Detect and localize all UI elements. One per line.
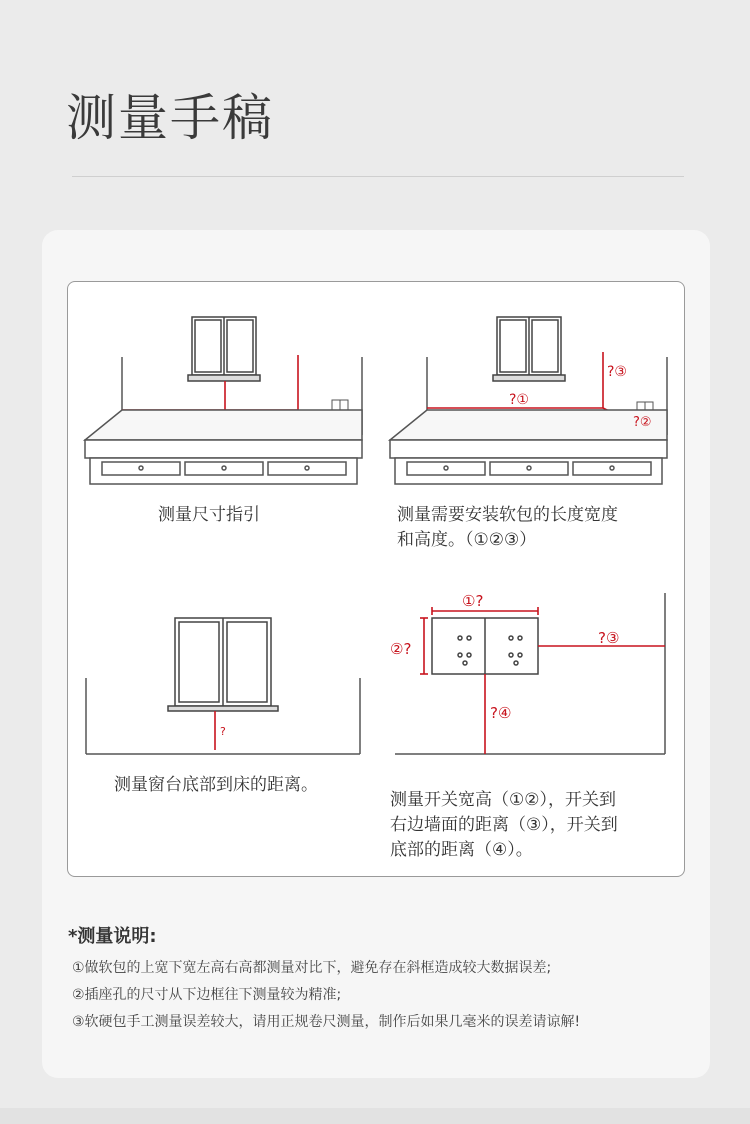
footer-strip bbox=[0, 1108, 750, 1124]
bedroom-guide-diagram bbox=[80, 300, 370, 500]
bed-illustration-2 bbox=[390, 410, 667, 484]
label-height: ?③ bbox=[607, 364, 627, 380]
switch-caption-line3: 底部的距离（④）。 bbox=[390, 840, 533, 860]
label-width: ?② bbox=[633, 415, 652, 430]
window-height-caption: 测量窗台底部到床的距离。 bbox=[114, 775, 318, 795]
bed-illustration bbox=[85, 410, 362, 484]
double-socket bbox=[432, 618, 538, 674]
switch-label-right: ?③ bbox=[598, 629, 620, 647]
switch-diagram bbox=[380, 588, 680, 763]
note-item: ③软硬包手工测量误差较大，请用正规卷尺测量，制作后如果几毫米的误差请谅解! bbox=[72, 1014, 581, 1030]
wall-size-caption-line1: 测量需要安装软包的长度宽度 bbox=[397, 505, 618, 525]
page-title: 测量手稿 bbox=[66, 89, 274, 147]
switch-label-bottom: ?④ bbox=[490, 704, 512, 722]
title-divider bbox=[72, 176, 684, 177]
note-item: ②插座孔的尺寸从下边框往下测量较为精准; bbox=[72, 987, 342, 1003]
notes-list bbox=[72, 955, 580, 1036]
wall-size-diagram bbox=[385, 300, 675, 500]
sill-measure-label: ? bbox=[220, 725, 226, 738]
window-illustration bbox=[188, 317, 260, 381]
wall-size-caption bbox=[397, 503, 618, 553]
window-height-diagram bbox=[80, 610, 370, 760]
window-illustration-2 bbox=[493, 317, 565, 381]
note-item: ①做软包的上宽下宽左高右高都测量对比下，避免存在斜框造成较大数据误差; bbox=[72, 960, 552, 976]
wall-size-caption-line2: 和高度。（①②③） bbox=[397, 530, 537, 550]
switch-caption-line2: 右边墙面的距离（③），开关到 bbox=[390, 815, 618, 835]
window-illustration-3 bbox=[168, 618, 278, 711]
switch-label-height: ②? bbox=[390, 640, 412, 658]
notes-heading: *测量说明: bbox=[68, 926, 157, 947]
switch-label-width: ①? bbox=[462, 592, 484, 610]
switch-caption bbox=[390, 788, 618, 863]
guide-caption: 测量尺寸指引 bbox=[158, 505, 260, 525]
label-length: ?① bbox=[509, 392, 529, 408]
switch-caption-line1: 测量开关宽高（①②），开关到 bbox=[390, 790, 616, 810]
